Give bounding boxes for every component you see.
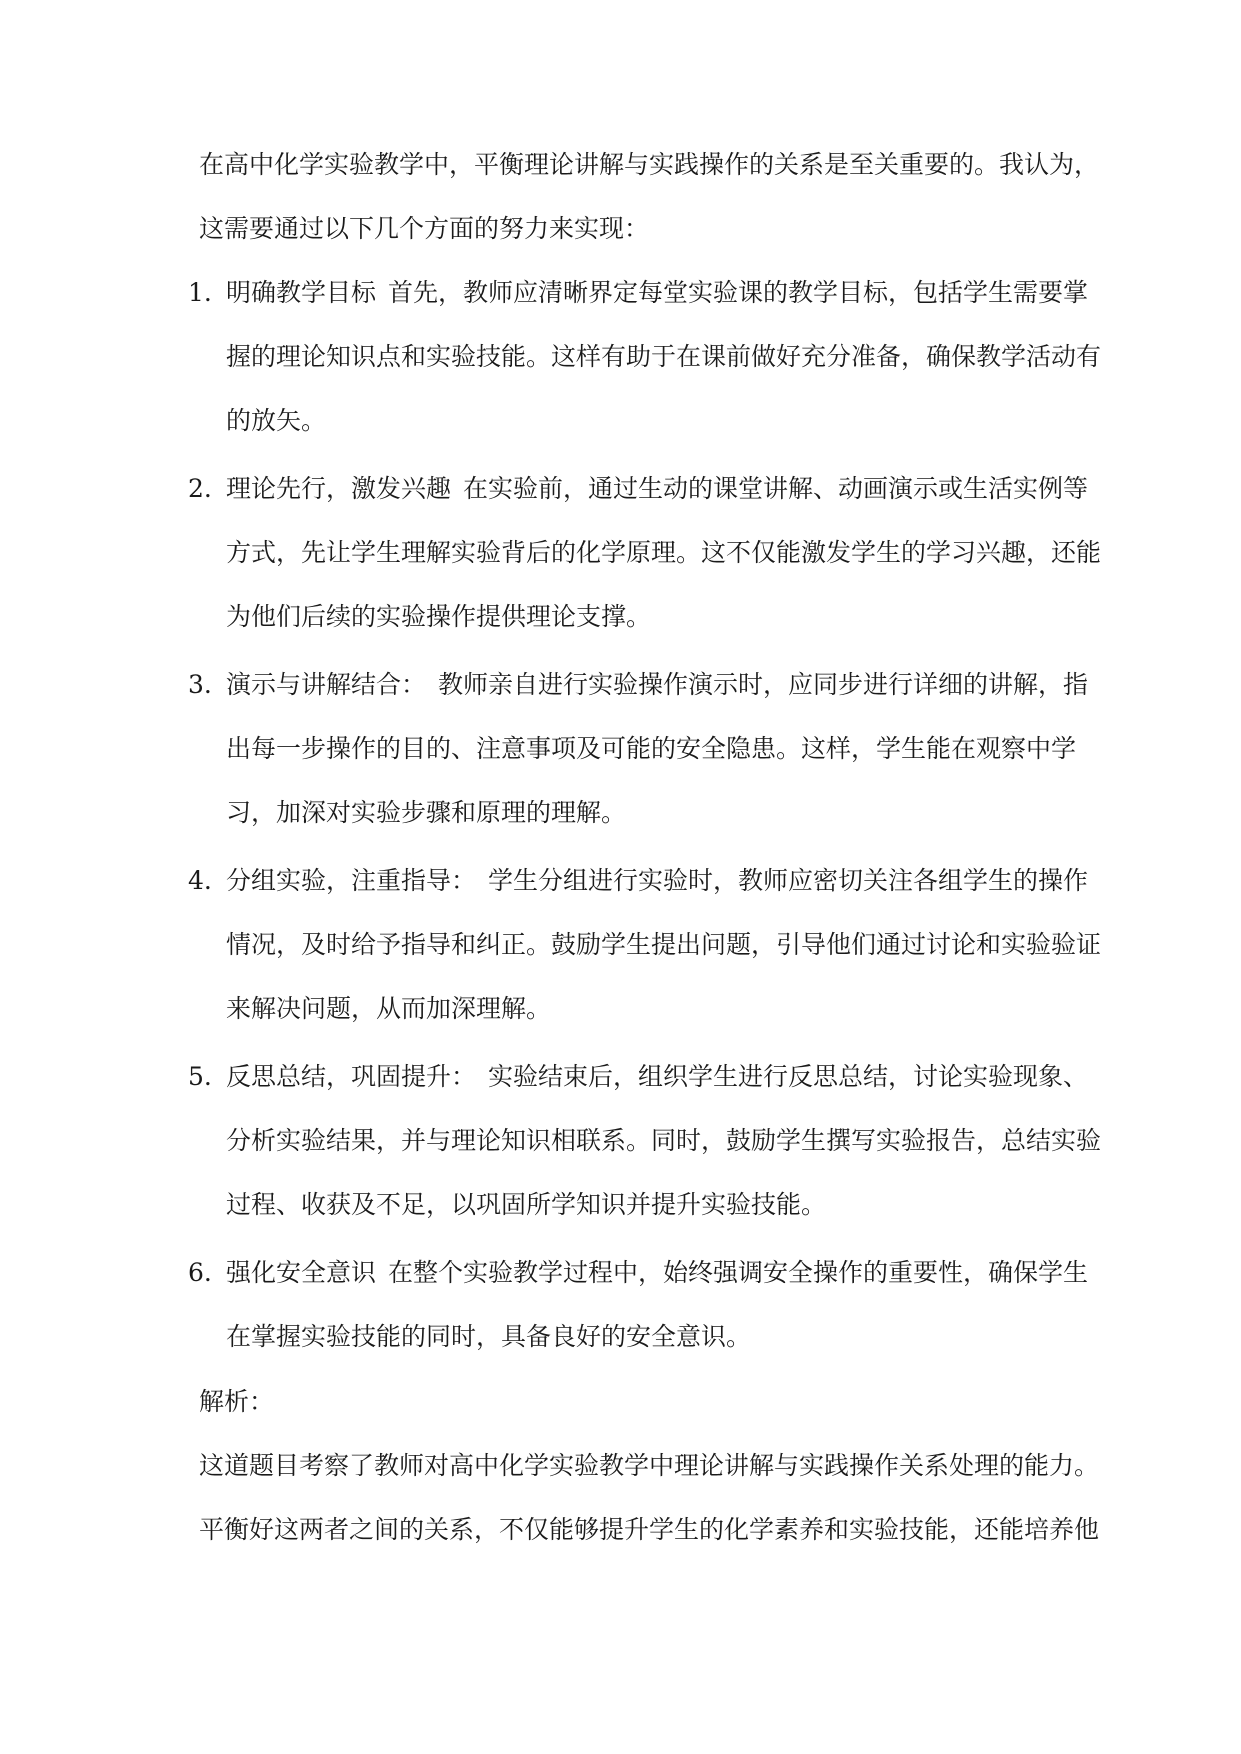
list-item <box>180 1241 1110 1369</box>
list-item-title: 理论先行，激发兴趣 <box>226 474 452 503</box>
list-item <box>180 849 1110 1041</box>
list-item-title: 反思总结，巩固提升： <box>226 1062 477 1091</box>
list-item-text: 首先，教师应清晰界定每堂实验课的教学目标，包括学生需要掌握的理论知识点和实验技能。这样有助于在课前做好充分准备，确保教学活动有的放矢。 <box>226 278 1102 435</box>
list-item-title: 明确教学目标 <box>226 278 377 307</box>
list-item-text: 在整个实验教学过程中，始终强调安全操作的重要性，确保学生在掌握实验技能的同时，具备良好的安全意识。 <box>226 1258 1088 1351</box>
list-item-text: 教师亲自进行实验操作演示时，应同步进行详细的讲解，指出每一步操作的目的、注意事项及可能的安全隐患。这样，学生能在观察中学习，加深对实验步骤和原理的理解。 <box>226 670 1088 827</box>
list-item-title: 强化安全意识 <box>226 1258 377 1287</box>
list-item-number: 1. <box>188 278 212 307</box>
list-item-number: 3. <box>188 670 212 699</box>
list-item-number: 5. <box>188 1062 212 1091</box>
analysis-label: 解析： <box>199 1387 275 1416</box>
list-item <box>180 261 1110 453</box>
list-item-number: 2. <box>188 474 212 503</box>
analysis-paragraph: 这道题目考察了教师对高中化学实验教学中理论讲解与实践操作关系处理的能力。平衡好这两者之间的关系，不仅能够提升学生的化学素养和实验技能，还能培养他 <box>199 1451 1100 1544</box>
list-item-title: 演示与讲解结合： <box>226 670 427 699</box>
list-item-text: 在实验前，通过生动的课堂讲解、动画演示或生活实例等方式，先让学生理解实验背后的化学原理。这不仅能激发学生的学习兴趣，还能为他们后续的实验操作提供理论支撑。 <box>226 474 1102 631</box>
list-item <box>180 1045 1110 1237</box>
list-item <box>180 653 1110 845</box>
list-item-title: 分组实验，注重指导： <box>226 866 477 895</box>
intro-paragraph: 在高中化学实验教学中，平衡理论讲解与实践操作的关系是至关重要的。我认为，这需要通过以下几个方面的努力来实现： <box>199 150 1100 243</box>
method-list <box>180 261 1110 1373</box>
list-item-text: 实验结束后，组织学生进行反思总结，讨论实验现象、分析实验结果，并与理论知识相联系。同时，鼓励学生撰写实验报告，总结实验过程、收获及不足，以巩固所学知识并提升实验技能。 <box>226 1062 1102 1219</box>
list-item-number: 6. <box>188 1258 212 1287</box>
list-item <box>180 457 1110 649</box>
list-item-number: 4. <box>188 866 212 895</box>
list-item-text: 学生分组进行实验时，教师应密切关注各组学生的操作情况，及时给予指导和纠正。鼓励学生提出问题，引导他们通过讨论和实验验证来解决问题，从而加深理解。 <box>226 866 1102 1023</box>
